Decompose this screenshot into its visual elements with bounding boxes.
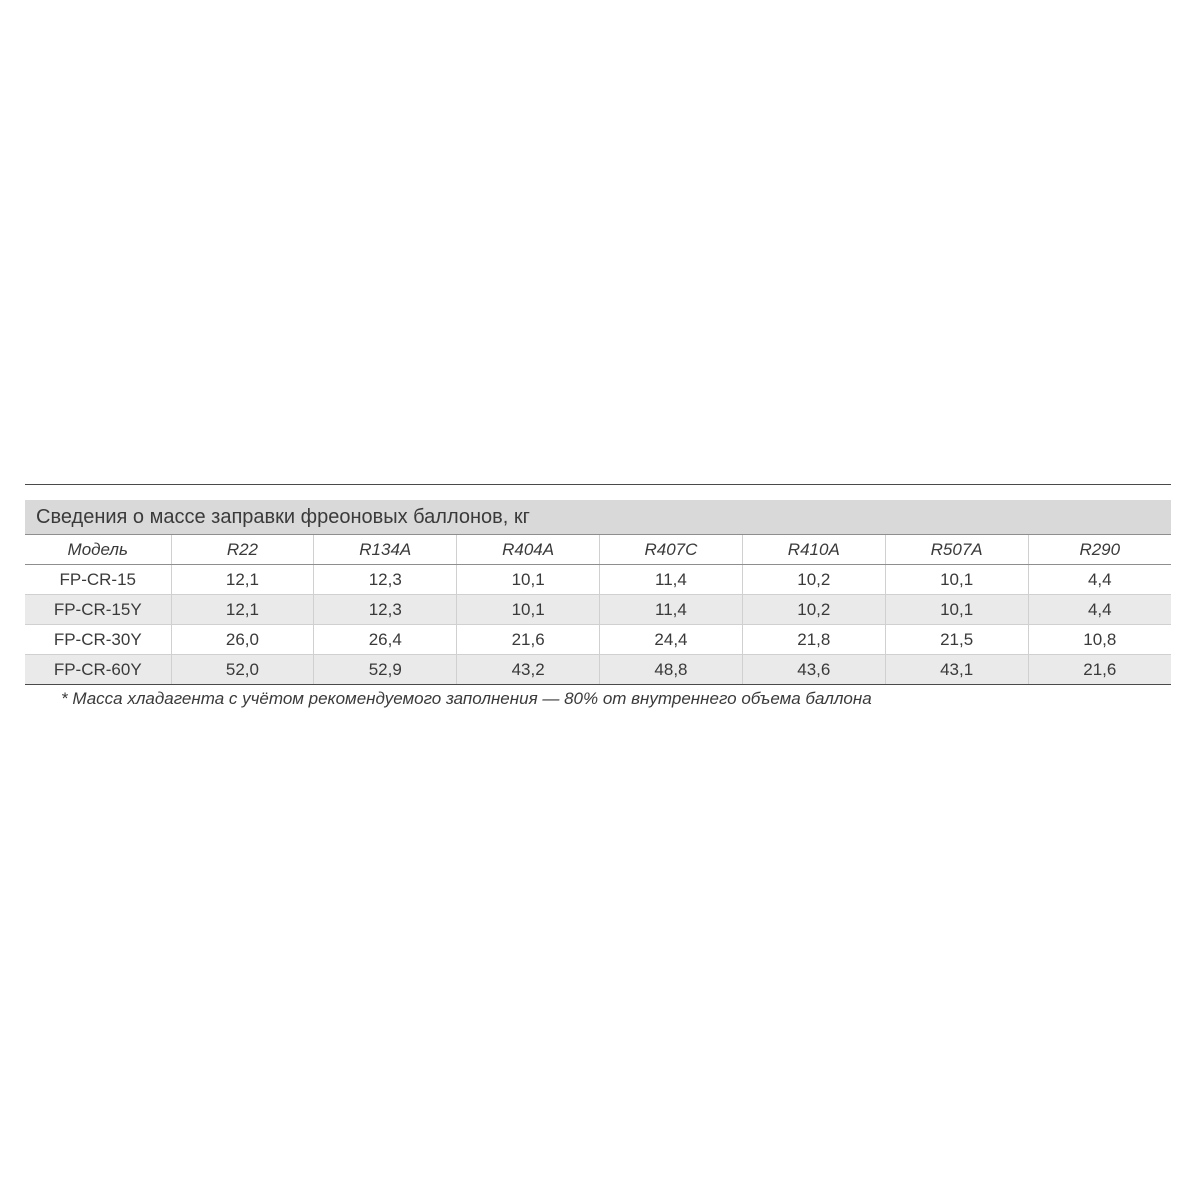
header-r404a: R404A: [457, 535, 600, 565]
cell-value: 10,1: [885, 565, 1028, 595]
refrigerant-cylinder-table-section: [25, 484, 1171, 709]
cell-value: 43,6: [742, 655, 885, 685]
cell-model: FP-CR-15: [59, 569, 136, 589]
cell-value: 21,5: [885, 625, 1028, 655]
header-r507a: R507A: [885, 535, 1028, 565]
cell-value: 11,4: [600, 595, 743, 625]
cell-value: 21,8: [742, 625, 885, 655]
cell-value: 4,4: [1028, 595, 1171, 625]
cell-value: 10,1: [457, 565, 600, 595]
cell-value: 10,2: [742, 595, 885, 625]
cell-value: 12,3: [314, 595, 457, 625]
cell-value: 10,1: [457, 595, 600, 625]
cell-value: 52,0: [171, 655, 314, 685]
cell-value: 26,0: [171, 625, 314, 655]
cell-value: 52,9: [314, 655, 457, 685]
cell-value: 43,2: [457, 655, 600, 685]
cell-value: 10,8: [1028, 625, 1171, 655]
cell-model: FP-CR-15Y: [25, 595, 171, 625]
header-model: Модель: [25, 535, 171, 565]
header-r410a: R410A: [742, 535, 885, 565]
header-r290: R290: [1028, 535, 1171, 565]
cell-value: 21,6: [457, 625, 600, 655]
cell-model: FP-CR-60Y: [25, 655, 171, 685]
table-header-row: [25, 535, 1171, 565]
cell-value: 12,1: [171, 565, 314, 595]
header-r134a: R134A: [314, 535, 457, 565]
cell-value: 48,8: [600, 655, 743, 685]
cell-value: 12,1: [171, 595, 314, 625]
top-divider: [25, 484, 1171, 485]
table-row: [25, 595, 1171, 625]
charge-mass-table: [25, 535, 1171, 685]
cell-value: 21,6: [1028, 655, 1171, 685]
cell-value: 10,2: [742, 565, 885, 595]
cell-model: FP-CR-30Y: [25, 625, 171, 655]
cell-value: 43,1: [885, 655, 1028, 685]
cell-value: 10,1: [885, 595, 1028, 625]
cell-value: 24,4: [600, 625, 743, 655]
cell-value: 4,4: [1028, 565, 1171, 595]
cell-value: 12,3: [314, 565, 457, 595]
table-title: Сведения о массе заправки фреоновых баллонов, кг: [25, 500, 1171, 535]
table-row: [25, 625, 1171, 655]
cell-value: 11,4: [600, 565, 743, 595]
table-row: [25, 655, 1171, 685]
header-r22: R22: [171, 535, 314, 565]
cell-value: 26,4: [314, 625, 457, 655]
header-r407c: R407C: [600, 535, 743, 565]
table-row: [25, 565, 1171, 595]
table-footnote: * Масса хладагента с учётом рекомендуемого заполнения — 80% от внутреннего объема баллона: [61, 689, 872, 708]
